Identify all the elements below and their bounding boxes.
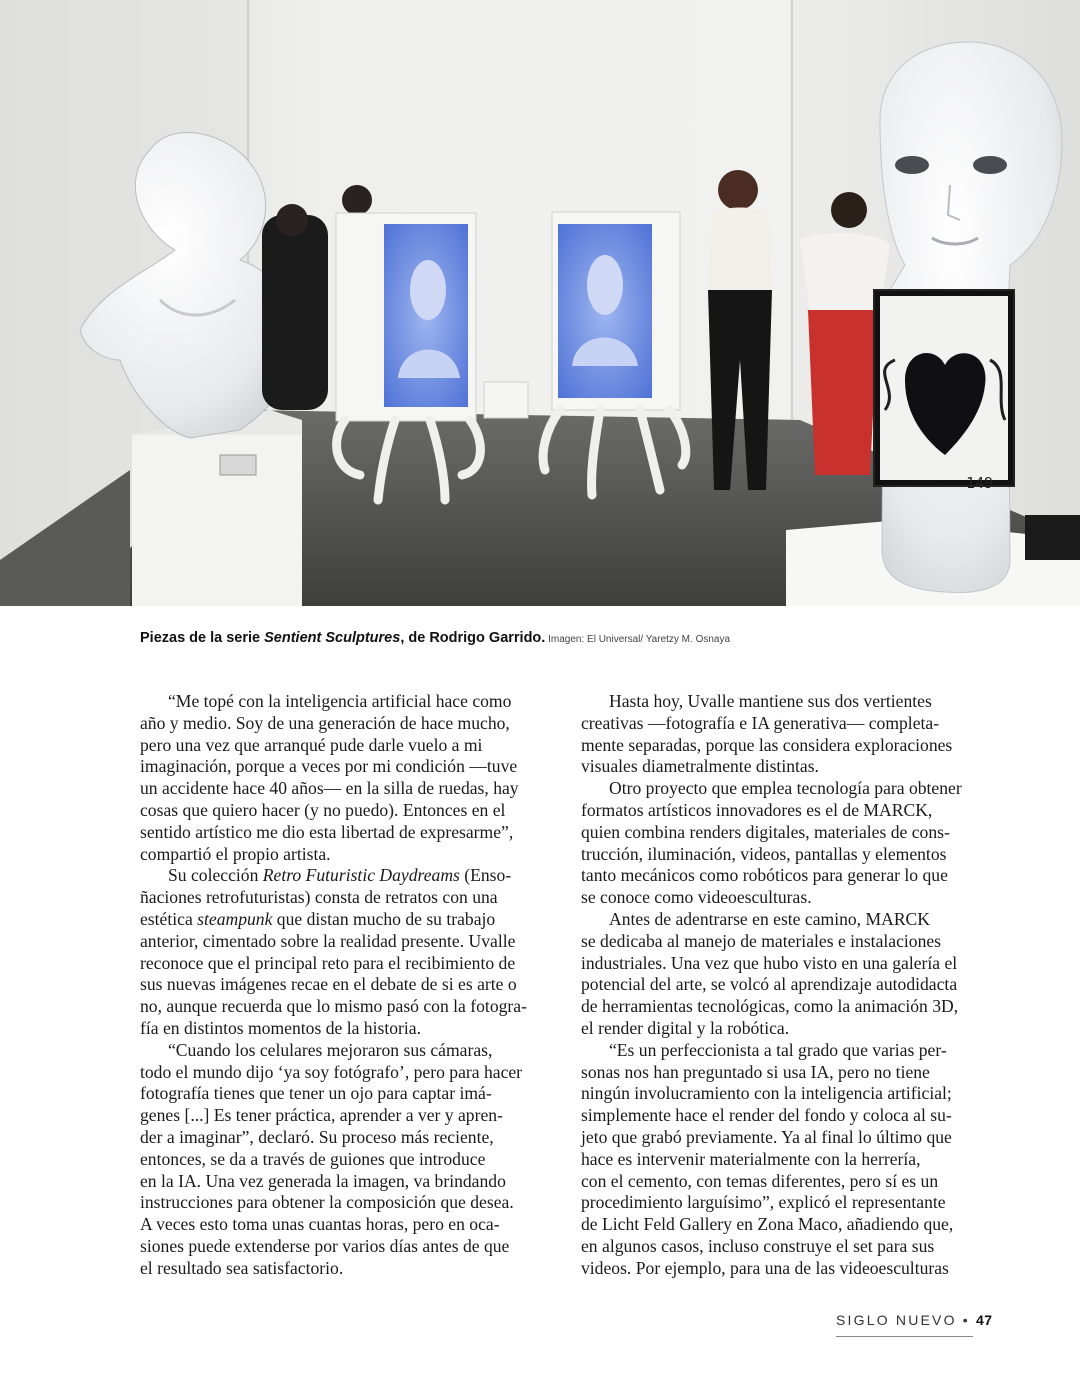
text-line: un accidente hace 40 años— en la silla de ruedas, hay <box>140 778 519 799</box>
text-line: en algunos casos, incluso construye el set para sus <box>581 1235 935 1256</box>
text-line: industriales. Una vez que hubo visto en una galería el <box>581 952 958 973</box>
folio-separator: • <box>956 1312 976 1328</box>
text-line: anterior, cimentado sobre la realidad presente. Uvalle <box>140 930 516 951</box>
page-folio <box>836 1312 993 1328</box>
text-line: ñaciones retrofuturistas) consta de retratos con una <box>140 887 498 908</box>
caption-series: Sentient Sculptures <box>264 630 401 646</box>
text-line: año y medio. Soy de una generación de hace mucho, <box>140 712 510 733</box>
caption-credit: Imagen: El Universal/ Yaretzy M. Osnaya <box>545 634 731 645</box>
right-column <box>581 691 981 1280</box>
text-line <box>140 865 544 887</box>
page-number: 47 <box>975 1312 993 1328</box>
text-line: trucción, iluminación, videos, pantallas y elementos <box>581 843 947 864</box>
photo-caption <box>140 628 1000 650</box>
text-line: visuales diametralmente distintas. <box>581 756 819 777</box>
paragraph <box>581 778 981 909</box>
gallery-photo <box>0 0 1080 606</box>
text-line: imaginación, porque a veces por mi condición —tuve <box>140 756 518 777</box>
text-line: mente separadas, porque las considera exploraciones <box>581 734 953 755</box>
text-line: procedimiento larguísimo”, explicó el representante <box>581 1192 946 1213</box>
text-line: Antes de adentrarse en este camino, MARCK <box>609 908 930 929</box>
text-line: de Licht Feld Gallery en Zona Maco, añadiendo que, <box>581 1214 954 1235</box>
text-line: siones puede extenderse por varios días antes de que <box>140 1235 510 1256</box>
magazine-name: SIGLO NUEVO <box>836 1312 957 1328</box>
text-line: genes [...] Es tener práctica, aprender a ver y apren- <box>140 1105 503 1126</box>
text-line: reconoce que el principal reto para el recibimiento de <box>140 952 516 973</box>
left-column <box>140 691 544 1280</box>
text-line: todo el mundo dijo ‘ya soy fotógrafo’, pero para hacer <box>140 1061 523 1082</box>
text-line: pero una vez que arranqué pude darle vuelo a mi <box>140 734 483 755</box>
text-line: hace es intervenir materialmente con la herrería, <box>581 1148 921 1169</box>
text-line: videos. Por ejemplo, para una de las videoesculturas <box>581 1257 949 1278</box>
text-line: “Cuando los celulares mejoraron sus cámaras, <box>168 1039 493 1060</box>
paragraph <box>581 909 981 1040</box>
paragraph <box>581 691 981 778</box>
text-line: jeto que grabó previamente. Ya al final lo último que <box>581 1126 952 1147</box>
caption-author: , de Rodrigo Garrido. <box>400 630 546 646</box>
text-line: der a imaginar”, declaró. Su proceso más reciente, <box>140 1126 494 1147</box>
text-line: fotografía tienes que tener un ojo para captar imá- <box>140 1083 492 1104</box>
text-run: que distan mucho de su trabajo <box>272 908 496 929</box>
paragraph <box>140 691 544 865</box>
text-line: compartió el propio artista. <box>140 843 331 864</box>
style-term: steampunk <box>197 908 273 929</box>
paragraph <box>140 1040 544 1280</box>
text-line <box>140 909 544 931</box>
footer-rule <box>836 1336 973 1337</box>
text-line: sus nuevas imágenes recae en el debate de si es arte o <box>140 974 517 995</box>
text-line: fía en distintos momentos de la historia. <box>140 1017 421 1038</box>
text-line: ningún involucramiento con la inteligencia artificial; <box>581 1083 952 1104</box>
text-line: simplemente hace el render del fondo y coloca al su- <box>581 1105 952 1126</box>
text-line: sonas nos han preguntado si usa IA, pero no tiene <box>581 1061 930 1082</box>
text-line: no, aunque recuerda que lo mismo pasó con la fotogra- <box>140 996 527 1017</box>
text-line: cosas que quiero hacer (y no puedo). Entonces en el <box>140 799 506 820</box>
caption-lead: Piezas de la serie <box>140 630 265 646</box>
text-line: en la IA. Una vez generada la imagen, va brindando <box>140 1170 506 1191</box>
text-line: A veces esto toma unas cuantas horas, pero en oca- <box>140 1214 500 1235</box>
text-line: formatos artísticos innovadores es el de MARCK, <box>581 799 933 820</box>
text-line: Otro proyecto que emplea tecnología para obtener <box>609 778 962 799</box>
collection-title: Retro Futuristic Daydreams <box>262 865 460 886</box>
text-line: de herramientas tecnológicas, como la animación 3D, <box>581 996 959 1017</box>
text-line: el render digital y la robótica. <box>581 1017 790 1038</box>
text-line: Hasta hoy, Uvalle mantiene sus dos vertientes <box>609 691 932 711</box>
text-run: estética <box>140 908 198 929</box>
text-line: se dedicaba al manejo de materiales e instalaciones <box>581 930 942 951</box>
text-line: con el cemento, con temas diferentes, pero sí es un <box>581 1170 939 1191</box>
text-line: quien combina renders digitales, materiales de cons- <box>581 821 950 842</box>
text-run: Su colección <box>168 865 263 886</box>
text-line: potencial del arte, se volcó al aprendizaje autodidacta <box>581 974 958 995</box>
text-line: sentido artístico me dio esta libertad de expresarme”, <box>140 821 514 842</box>
text-line: instrucciones para obtener la composición que desea. <box>140 1192 514 1213</box>
text-line: se conoce como videoesculturas. <box>581 887 812 908</box>
text-line: creativas —fotografía e IA generativa— completa- <box>581 712 940 733</box>
text-line: entonces, se da a través de guiones que introduce <box>140 1148 486 1169</box>
paragraph <box>140 865 544 1039</box>
text-line: “Es un perfeccionista a tal grado que varias per- <box>609 1039 947 1060</box>
text-line: tanto mecánicos como robóticos para generar lo que <box>581 865 948 886</box>
paragraph <box>581 1040 981 1280</box>
screen-number: 149 <box>966 474 994 492</box>
text-line: “Me topé con la inteligencia artificial hace como <box>168 691 512 711</box>
text-run: (Enso- <box>459 865 512 886</box>
text-line: el resultado sea satisfactorio. <box>140 1257 344 1278</box>
